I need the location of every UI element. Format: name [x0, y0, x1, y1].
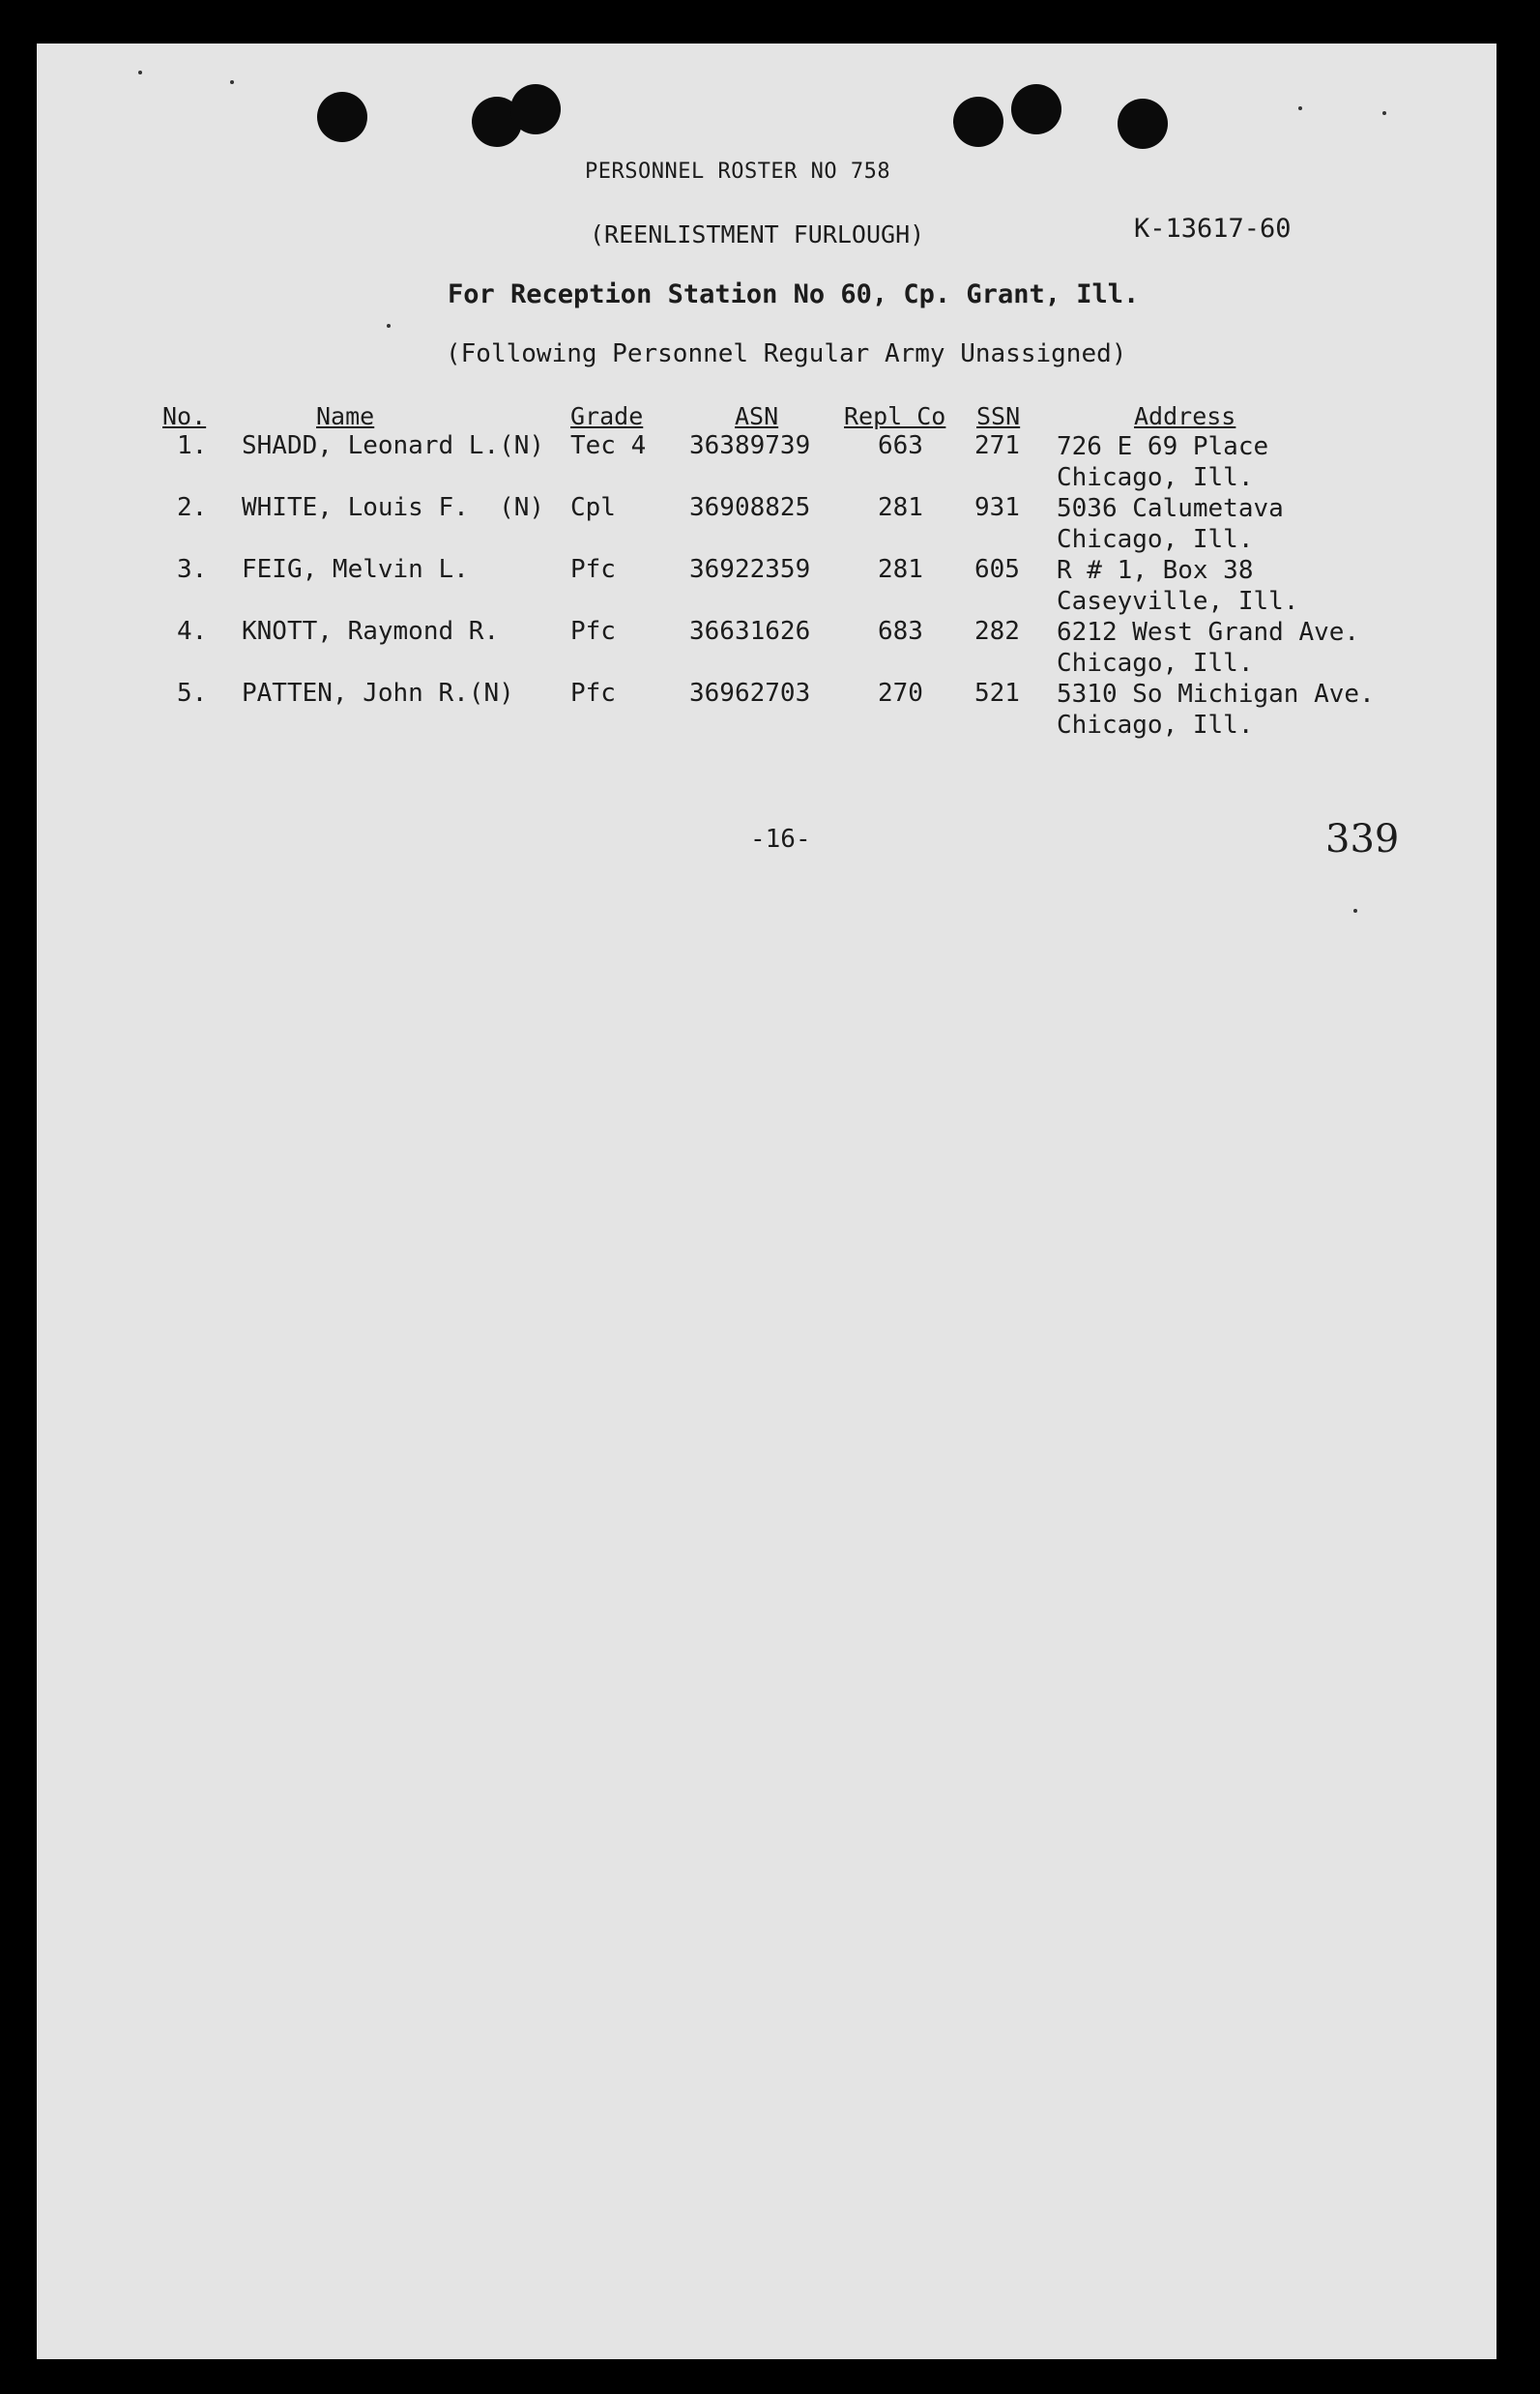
row-ssn: 271	[974, 431, 1020, 460]
row-repl-co: 281	[878, 555, 923, 584]
row-repl-co: 663	[878, 431, 923, 460]
col-header-no: No.	[162, 402, 207, 430]
punch-hole	[953, 97, 1003, 147]
address-line: Chicago, Ill.	[1057, 711, 1254, 740]
row-repl-co: 683	[878, 617, 923, 646]
row-grade: Pfc	[570, 617, 616, 646]
row-name: SHADD, Leonard L.(N)	[242, 431, 545, 460]
row-repl-co: 281	[878, 493, 923, 522]
col-header-grade: Grade	[570, 402, 644, 430]
row-address	[1057, 431, 1268, 493]
address-line: 6212 West Grand Ave.	[1057, 618, 1360, 647]
row-asn: 36962703	[689, 679, 811, 708]
col-header-asn: ASN	[735, 402, 779, 430]
row-grade: Pfc	[570, 679, 616, 708]
station-heading: For Reception Station No 60, Cp. Grant, Ill.	[448, 279, 1140, 309]
personnel-note: (Following Personnel Regular Army Unassigned)	[446, 339, 1127, 368]
speck	[1298, 106, 1302, 110]
row-name: FEIG, Melvin L.	[242, 555, 469, 584]
punch-hole	[317, 92, 367, 142]
address-line: 5310 So Michigan Ave.	[1057, 680, 1375, 709]
col-header-ssn: SSN	[976, 402, 1021, 430]
row-address	[1057, 493, 1284, 555]
document-page	[37, 44, 1496, 2359]
address-line: R # 1, Box 38	[1057, 556, 1254, 585]
table-row	[37, 555, 1496, 617]
row-no: 5.	[177, 679, 208, 708]
row-ssn: 931	[974, 493, 1020, 522]
row-no: 1.	[177, 431, 208, 460]
punch-hole	[1118, 99, 1168, 149]
punch-hole	[510, 84, 561, 134]
row-no: 2.	[177, 493, 208, 522]
row-asn: 36631626	[689, 617, 811, 646]
row-name: PATTEN, John R.(N)	[242, 679, 514, 708]
document-number: K-13617-60	[1134, 214, 1292, 244]
row-repl-co: 270	[878, 679, 923, 708]
row-no: 4.	[177, 617, 208, 646]
row-address	[1057, 679, 1375, 741]
row-grade: Tec 4	[570, 431, 647, 460]
row-ssn: 282	[974, 617, 1020, 646]
row-name: WHITE, Louis F. (N)	[242, 493, 545, 522]
row-grade: Pfc	[570, 555, 616, 584]
address-line: Chicago, Ill.	[1057, 649, 1254, 678]
address-line: Caseyville, Ill.	[1057, 587, 1299, 616]
speck	[1382, 111, 1386, 115]
page-number: -16-	[750, 825, 811, 854]
table-row	[37, 493, 1496, 555]
speck	[230, 80, 234, 84]
row-name: KNOTT, Raymond R.	[242, 617, 500, 646]
address-line: Chicago, Ill.	[1057, 525, 1254, 554]
row-address	[1057, 617, 1359, 679]
row-asn: 36908825	[689, 493, 811, 522]
row-ssn: 605	[974, 555, 1020, 584]
row-grade: Cpl	[570, 493, 616, 522]
table-row	[37, 431, 1496, 493]
speck	[1353, 909, 1357, 913]
row-ssn: 521	[974, 679, 1020, 708]
roster-title: PERSONNEL ROSTER NO 758	[585, 160, 891, 184]
col-header-repl-co: Repl Co	[844, 402, 946, 430]
table-row	[37, 679, 1496, 741]
address-line: 726 E 69 Place	[1057, 432, 1269, 461]
roster-subtitle: (REENLISTMENT FURLOUGH)	[590, 220, 925, 248]
row-address	[1057, 555, 1298, 617]
row-asn: 36389739	[689, 431, 811, 460]
address-line: Chicago, Ill.	[1057, 463, 1254, 492]
speck	[387, 324, 391, 328]
punch-hole	[1011, 84, 1061, 134]
row-asn: 36922359	[689, 555, 811, 584]
row-no: 3.	[177, 555, 208, 584]
stamp-number: 339	[1325, 817, 1400, 861]
col-header-address: Address	[1134, 402, 1236, 430]
address-line: 5036 Calumetava	[1057, 494, 1284, 523]
col-header-name: Name	[316, 402, 375, 430]
table-row	[37, 617, 1496, 679]
speck	[138, 71, 142, 74]
